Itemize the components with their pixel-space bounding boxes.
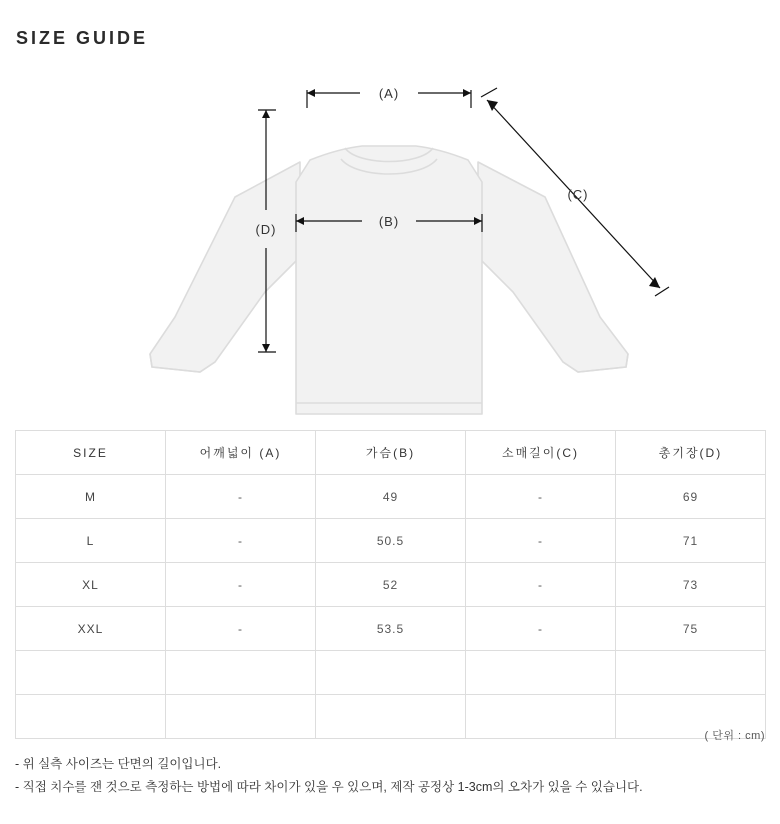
notes-section xyxy=(15,753,765,799)
cell-chest xyxy=(316,695,466,739)
cell-chest: 53.5 xyxy=(316,607,466,651)
size-table-head xyxy=(16,431,766,475)
cell-length: 75 xyxy=(616,607,766,651)
column-header-chest: 가슴(B) xyxy=(316,431,466,475)
table-row xyxy=(16,695,766,739)
cell-size: M xyxy=(16,475,166,519)
table-row xyxy=(16,563,766,607)
cell-shoulder: - xyxy=(166,563,316,607)
cell-shoulder: - xyxy=(166,475,316,519)
cell-length: 69 xyxy=(616,475,766,519)
cell-size: XXL xyxy=(16,607,166,651)
size-table-body xyxy=(16,475,766,739)
label-d: (D) xyxy=(255,222,277,237)
cell-sleeve: - xyxy=(466,475,616,519)
cell-chest xyxy=(316,651,466,695)
cell-chest: 50.5 xyxy=(316,519,466,563)
cell-chest: 52 xyxy=(316,563,466,607)
cell-sleeve xyxy=(466,695,616,739)
table-row xyxy=(16,475,766,519)
label-b: (B) xyxy=(378,214,400,229)
cell-sleeve: - xyxy=(466,563,616,607)
cell-size xyxy=(16,651,166,695)
column-header-shoulder: 어깨넓이 (A) xyxy=(166,431,316,475)
note-line-2: - 직접 치수를 잰 것으로 측정하는 방법에 따라 차이가 있을 우 있으며, 제작 공정상 1-3cm의 오차가 있을 수 있습니다. xyxy=(15,780,643,794)
cell-length xyxy=(616,651,766,695)
cell-shoulder: - xyxy=(166,607,316,651)
cell-size xyxy=(16,695,166,739)
table-row xyxy=(16,607,766,651)
cell-sleeve: - xyxy=(466,607,616,651)
cell-sleeve: - xyxy=(466,519,616,563)
cell-shoulder xyxy=(166,695,316,739)
garment-diagram-svg xyxy=(0,62,780,422)
unit-note: ( 단위 : cm) xyxy=(704,730,765,742)
size-table-container xyxy=(15,430,765,739)
cell-length: 71 xyxy=(616,519,766,563)
cell-sleeve xyxy=(466,651,616,695)
label-c: (C) xyxy=(567,187,589,202)
table-row xyxy=(16,519,766,563)
table-header-row xyxy=(16,431,766,475)
page-title: SIZE GUIDE xyxy=(16,28,149,48)
column-header-length: 총기장(D) xyxy=(616,431,766,475)
label-a: (A) xyxy=(378,86,400,101)
cell-chest: 49 xyxy=(316,475,466,519)
cell-shoulder xyxy=(166,651,316,695)
column-header-size: SIZE xyxy=(16,431,166,475)
note-line-1: - 위 실측 사이즈는 단면의 길이입니다. xyxy=(15,757,222,771)
cell-size: XL xyxy=(16,563,166,607)
table-row xyxy=(16,651,766,695)
garment-measurement-diagram xyxy=(0,62,780,422)
cell-size: L xyxy=(16,519,166,563)
size-table xyxy=(15,430,766,739)
column-header-sleeve: 소매길이(C) xyxy=(466,431,616,475)
cell-length: 73 xyxy=(616,563,766,607)
cell-shoulder: - xyxy=(166,519,316,563)
garment-outline xyxy=(150,146,628,414)
